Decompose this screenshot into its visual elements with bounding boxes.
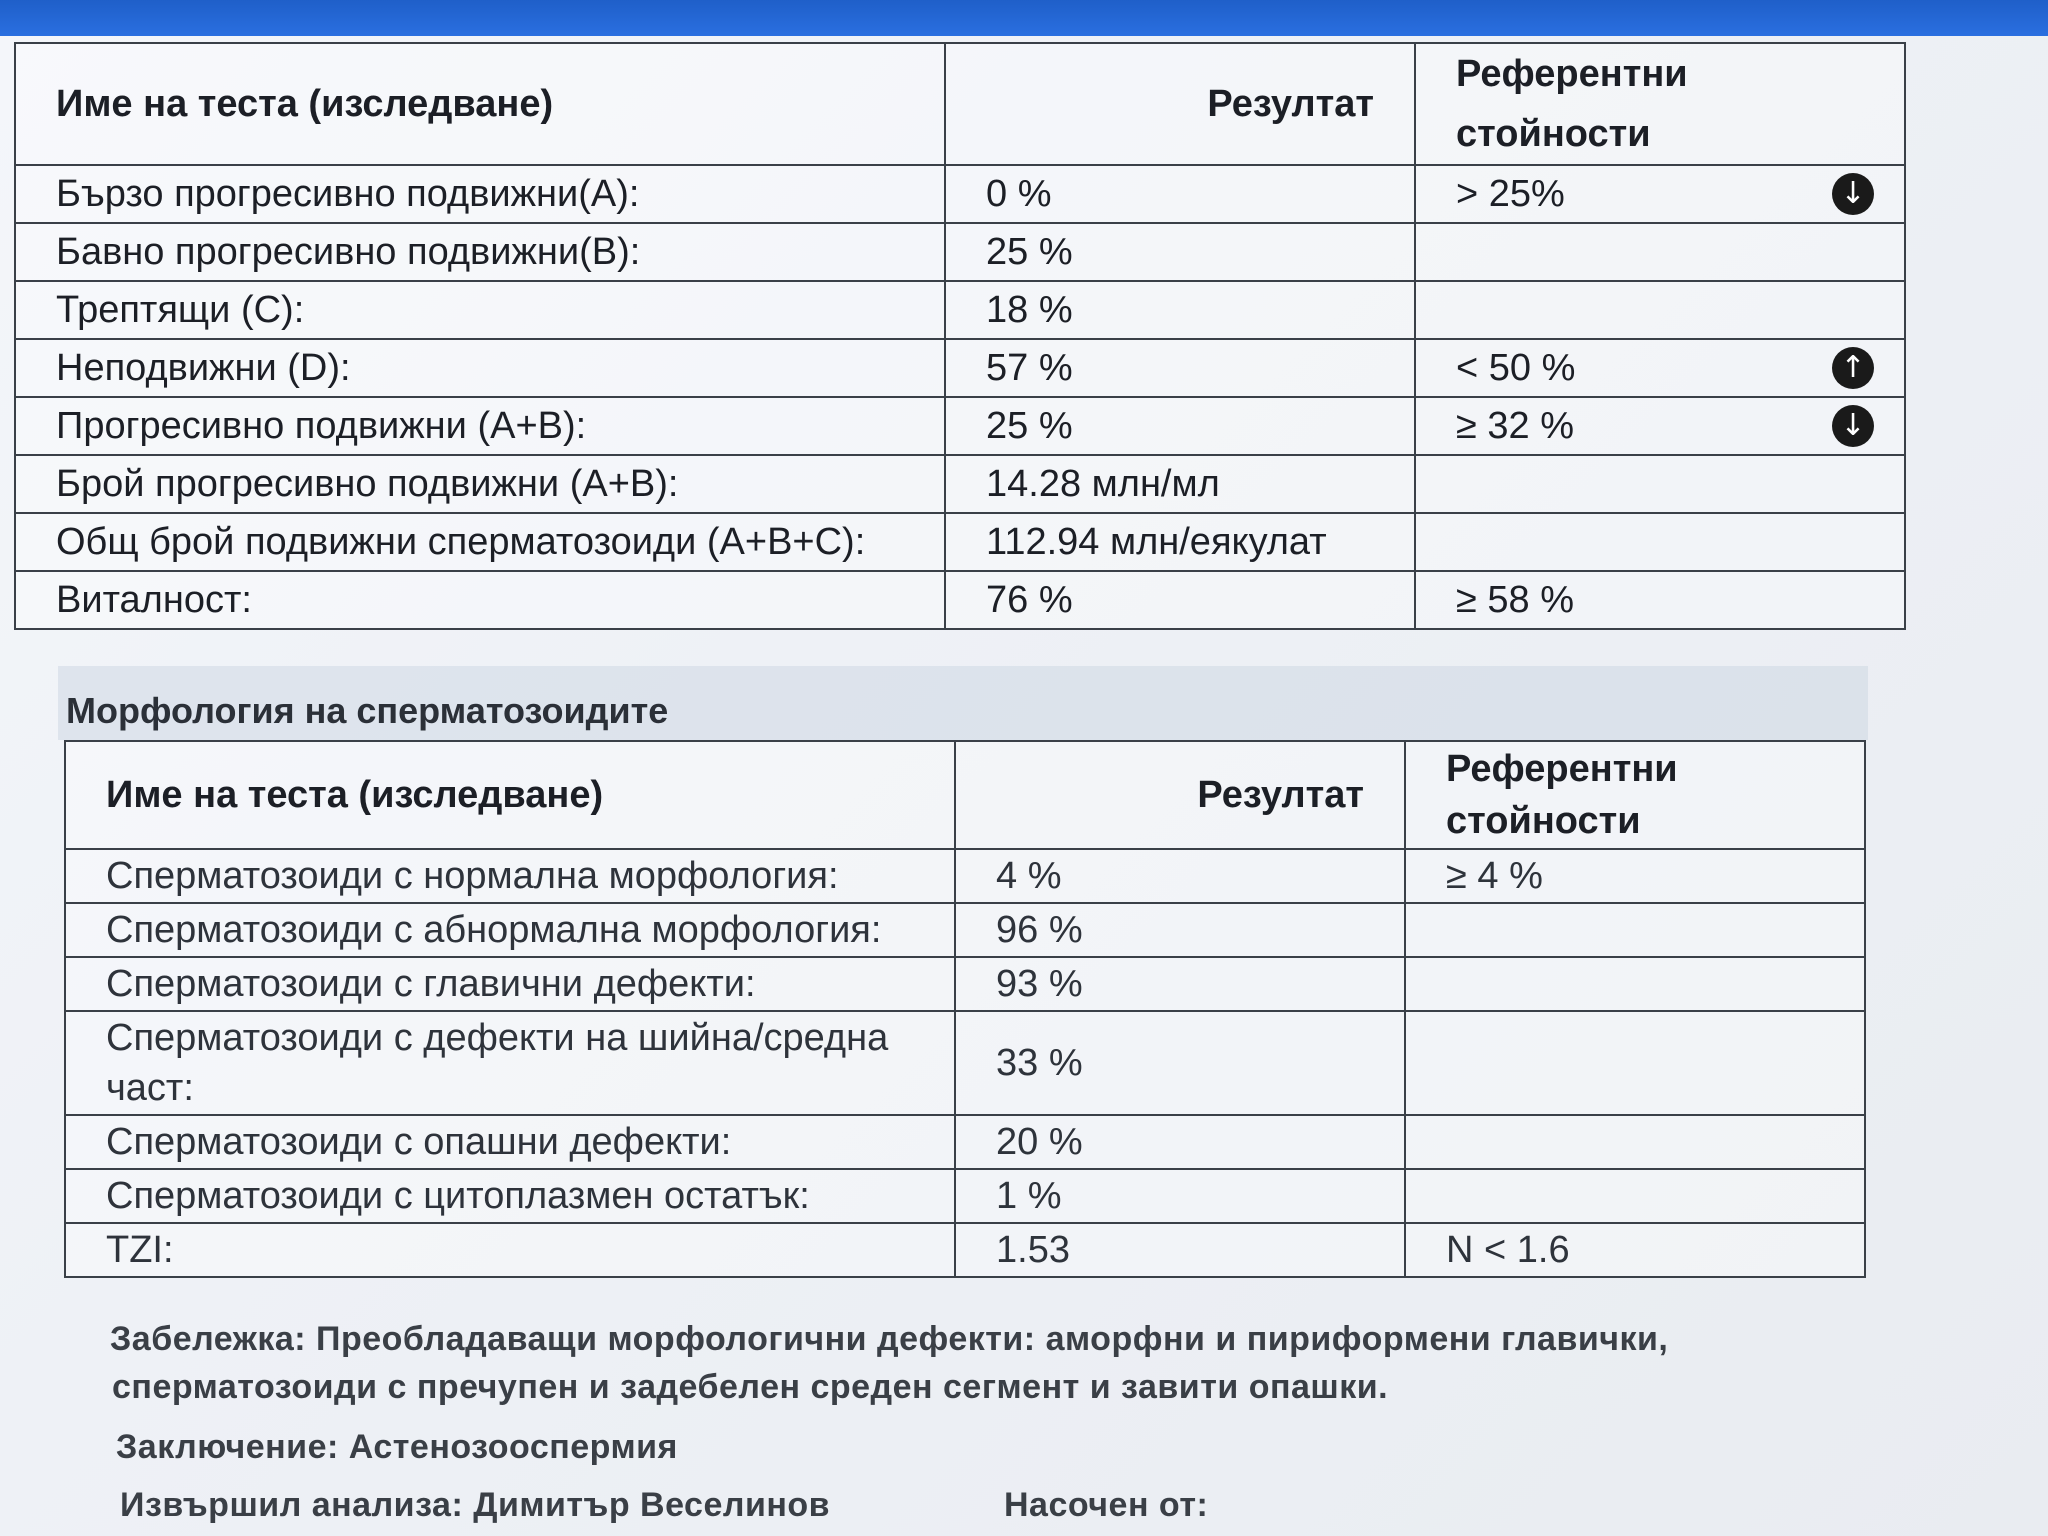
reference-value: ≥ 4 % <box>1405 849 1865 903</box>
test-name: Сперматозоиди с дефекти на шийна/средна част: <box>65 1011 955 1115</box>
table-row <box>15 455 1905 513</box>
reference-value: < 50 % ↑ <box>1415 339 1905 397</box>
window-top-bar <box>0 0 2048 36</box>
section-title: Морфология на сперматозоидите <box>66 690 669 731</box>
reference-value <box>1415 455 1905 513</box>
up-arrow-icon: ↑ <box>1832 347 1874 389</box>
test-result: 93 % <box>955 957 1405 1011</box>
test-result: 112.94 млн/еякулат <box>945 513 1415 571</box>
reference-value <box>1405 957 1865 1011</box>
reference-value <box>1405 1169 1865 1223</box>
test-result: 18 % <box>945 281 1415 339</box>
test-name: Неподвижни (D): <box>15 339 945 397</box>
reference-value <box>1415 513 1905 571</box>
table-row <box>15 397 1905 455</box>
table-row <box>15 571 1905 629</box>
table-row <box>65 903 1865 957</box>
reference-value <box>1415 223 1905 281</box>
reference-value: N < 1.6 <box>1405 1223 1865 1277</box>
test-result: 25 % <box>945 397 1415 455</box>
column-header-test-name: Име на теста (изследване) <box>65 741 955 849</box>
test-result: 1 % <box>955 1169 1405 1223</box>
test-result: 4 % <box>955 849 1405 903</box>
test-name: Виталност: <box>15 571 945 629</box>
down-arrow-icon: ↓ <box>1832 173 1874 215</box>
column-header-test-name: Име на теста (изследване) <box>15 43 945 165</box>
table-header-row <box>15 43 1905 165</box>
remark-line-2: сперматозоиди с пречупен и задебелен среден сегмент и завити опашки. <box>112 1368 1389 1406</box>
test-result: 57 % <box>945 339 1415 397</box>
test-result: 20 % <box>955 1115 1405 1169</box>
table-row <box>15 165 1905 223</box>
motility-table <box>14 42 1906 630</box>
table-row <box>15 223 1905 281</box>
test-result: 33 % <box>955 1011 1405 1115</box>
test-name: Общ брой подвижни сперматозоиди (A+B+C): <box>15 513 945 571</box>
morphology-table <box>64 740 1866 1278</box>
test-name: Прогресивно подвижни (A+B): <box>15 397 945 455</box>
test-result: 25 % <box>945 223 1415 281</box>
reference-value: ≥ 58 % <box>1415 571 1905 629</box>
test-name: Сперматозоиди с опашни дефекти: <box>65 1115 955 1169</box>
reference-value: ≥ 32 % ↓ <box>1415 397 1905 455</box>
test-name: Трептящи (C): <box>15 281 945 339</box>
test-result: 96 % <box>955 903 1405 957</box>
test-name: Сперматозоиди с цитоплазмен остатък: <box>65 1169 955 1223</box>
referred-by: Насочен от: <box>1004 1486 1209 1524</box>
conclusion: Заключение: Астенозооспермия <box>116 1428 678 1466</box>
test-name: Брой прогресивно подвижни (A+B): <box>15 455 945 513</box>
test-name: Сперматозоиди с главични дефекти: <box>65 957 955 1011</box>
column-header-reference: Референтни стойности <box>1415 43 1905 165</box>
table-row <box>15 513 1905 571</box>
table-row <box>65 1115 1865 1169</box>
test-result: 0 % <box>945 165 1415 223</box>
test-result: 76 % <box>945 571 1415 629</box>
test-name: Сперматозоиди с нормална морфология: <box>65 849 955 903</box>
test-name: Бавно прогресивно подвижни(B): <box>15 223 945 281</box>
test-name: Бързо прогресивно подвижни(A): <box>15 165 945 223</box>
test-name: TZI: <box>65 1223 955 1277</box>
column-header-result: Резултат <box>945 43 1415 165</box>
performed-by: Извършил анализа: Димитър Веселинов <box>120 1486 831 1524</box>
test-name: Сперматозоиди с абнормална морфология: <box>65 903 955 957</box>
down-arrow-icon: ↓ <box>1832 405 1874 447</box>
table-row <box>65 849 1865 903</box>
reference-value <box>1405 903 1865 957</box>
reference-value <box>1405 1115 1865 1169</box>
table-row <box>65 957 1865 1011</box>
test-result: 14.28 млн/мл <box>945 455 1415 513</box>
table-row <box>15 339 1905 397</box>
table-row <box>65 1223 1865 1277</box>
column-header-reference: Референтни стойности <box>1405 741 1865 849</box>
reference-value <box>1405 1011 1865 1115</box>
table-row <box>65 1011 1865 1115</box>
column-header-result: Резултат <box>955 741 1405 849</box>
test-result: 1.53 <box>955 1223 1405 1277</box>
table-header-row <box>65 741 1865 849</box>
remark-line-1: Забележка: Преобладаващи морфологични дефекти: аморфни и пириформени главички, <box>110 1320 1669 1358</box>
table-row <box>15 281 1905 339</box>
reference-value <box>1415 281 1905 339</box>
reference-value: > 25% ↓ <box>1415 165 1905 223</box>
table-row <box>65 1169 1865 1223</box>
